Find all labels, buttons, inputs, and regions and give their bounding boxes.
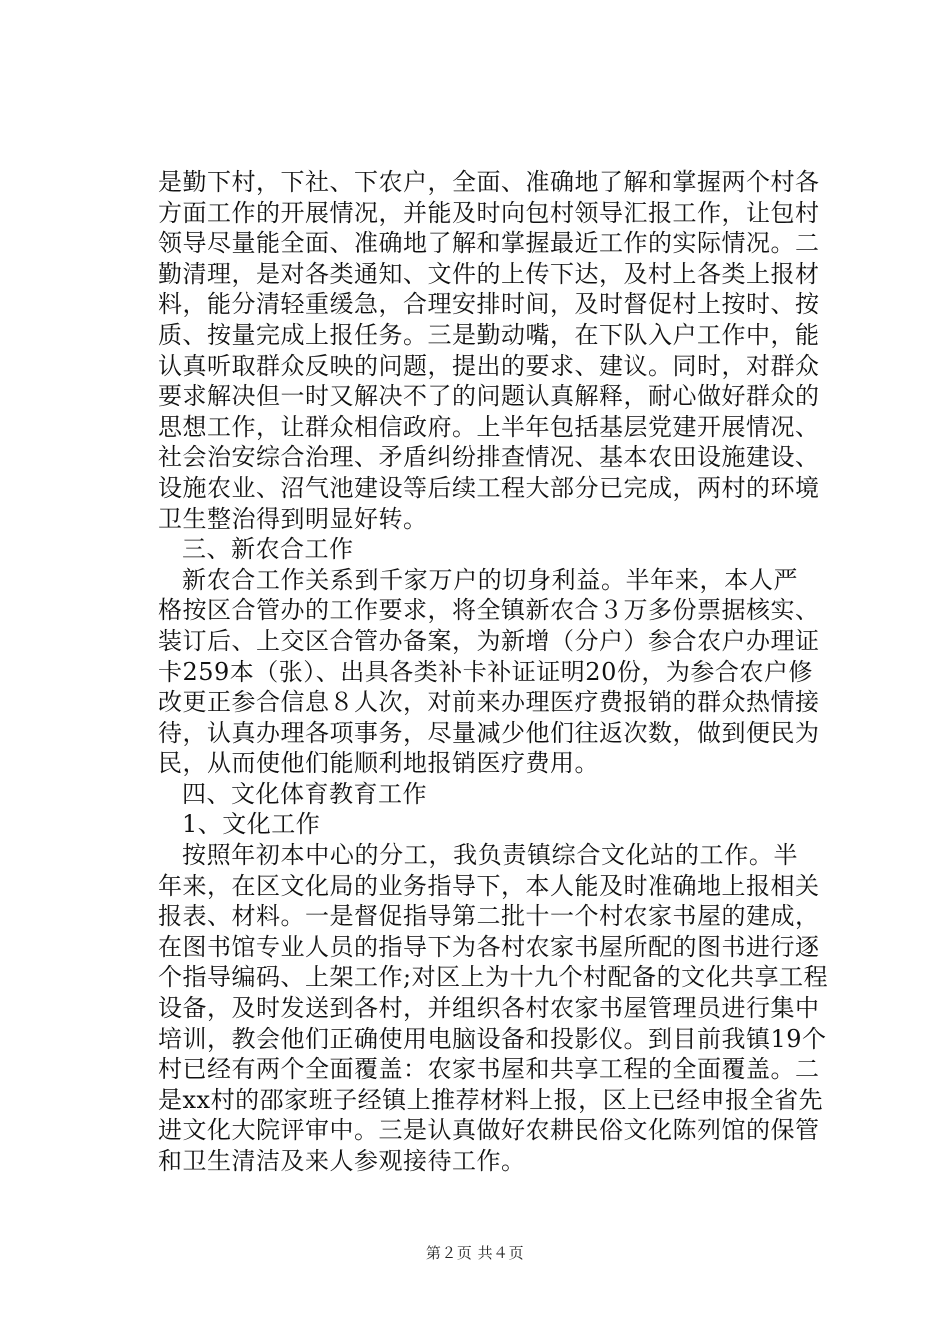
text-line: 勤清理，是对各类通知、文件的上传下达，及村上各类上报材 <box>158 259 820 288</box>
text-line: 改更正参合信息８人次，对前来办理医疗费报销的群众热情接 <box>158 688 820 717</box>
text-line: 按照年初本中心的分工，我负责镇综合文化站的工作。半 <box>182 841 798 870</box>
text-line: 待，认真办理各项事务，尽量减少他们往返次数，做到便民为 <box>158 718 820 747</box>
text-line: 和卫生清洁及来人参观接待工作。 <box>158 1147 526 1175</box>
text-line: 装订后、上交区合管办备案，为新增（分户）参合农户办理证 <box>158 626 820 655</box>
text-line: 是勤下村，下社、下农户，全面、准确地了解和掌握两个村各 <box>158 168 820 196</box>
text-line: 村已经有两个全面覆盖：农家书屋和共享工程的全面覆盖。二 <box>158 1055 820 1084</box>
text-line: 报表、材料。一是督促指导第二批十一个村农家书屋的建成， <box>158 902 820 931</box>
text-line: 设备，及时发送到各村，并组织各村农家书屋管理员进行集中 <box>158 994 820 1023</box>
text-line: 领导尽量能全面、准确地了解和掌握最近工作的实际情况。二 <box>158 229 820 258</box>
subsection-heading: 1、文化工作 <box>182 810 321 839</box>
text-line: 卫生整治得到明显好转。 <box>158 504 428 533</box>
text-line: 培训，教会他们正确使用电脑设备和投影仪。到目前我镇19个 <box>158 1024 827 1053</box>
document-body <box>158 167 829 1177</box>
text-line: 在图书馆专业人员的指导下为各村农家书屋所配的图书进行逐 <box>158 932 820 961</box>
text-line: 要求解决但一时又解决不了的问题认真解释，耐心做好群众的 <box>158 382 820 411</box>
page-footer: 第２页 共４页 <box>425 1244 525 1262</box>
text-line: 进文化大院评审中。三是认真做好农耕民俗文化陈列馆的保管 <box>158 1116 820 1145</box>
text-line: 思想工作，让群众相信政府。上半年包括基层党建开展情况、 <box>158 412 820 441</box>
text-line: 质、按量完成上报任务。三是勤动嘴，在下队入户工作中，能 <box>158 320 820 349</box>
text-line: 社会治安综合治理、矛盾纠纷排查情况、基本农田设施建设、 <box>158 443 820 472</box>
section-heading: 四、文化体育教育工作 <box>182 779 427 808</box>
section-heading: 三、新农合工作 <box>182 535 354 564</box>
text-line: 是xx村的邵家班子经镇上推荐材料上报，区上已经申报全省先 <box>158 1085 824 1114</box>
text-line: 个指导编码、上架工作;对区上为十九个村配备的文化共享工程 <box>158 963 829 992</box>
text-line: 方面工作的开展情况，并能及时向包村领导汇报工作，让包村 <box>158 198 820 227</box>
text-line: 格按区合管办的工作要求，将全镇新农合３万多份票据核实、 <box>158 596 820 625</box>
text-line: 卡259本（张）、出具各类补卡补证证明20份，为参合农户修 <box>158 657 813 686</box>
text-line: 料，能分清轻重缓急，合理安排时间，及时督促村上按时、按 <box>158 290 820 319</box>
text-line: 新农合工作关系到千家万户的切身利益。半年来，本人严 <box>182 565 798 594</box>
text-line: 年来，在区文化局的业务指导下，本人能及时准确地上报相关 <box>158 871 820 900</box>
text-line: 认真听取群众反映的问题，提出的要求、建议。同时，对群众 <box>158 351 820 380</box>
text-line: 设施农业、沼气池建设等后续工程大部分已完成，两村的环境 <box>158 473 820 502</box>
text-line: 民，从而使他们能顺利地报销医疗费用。 <box>158 749 599 778</box>
